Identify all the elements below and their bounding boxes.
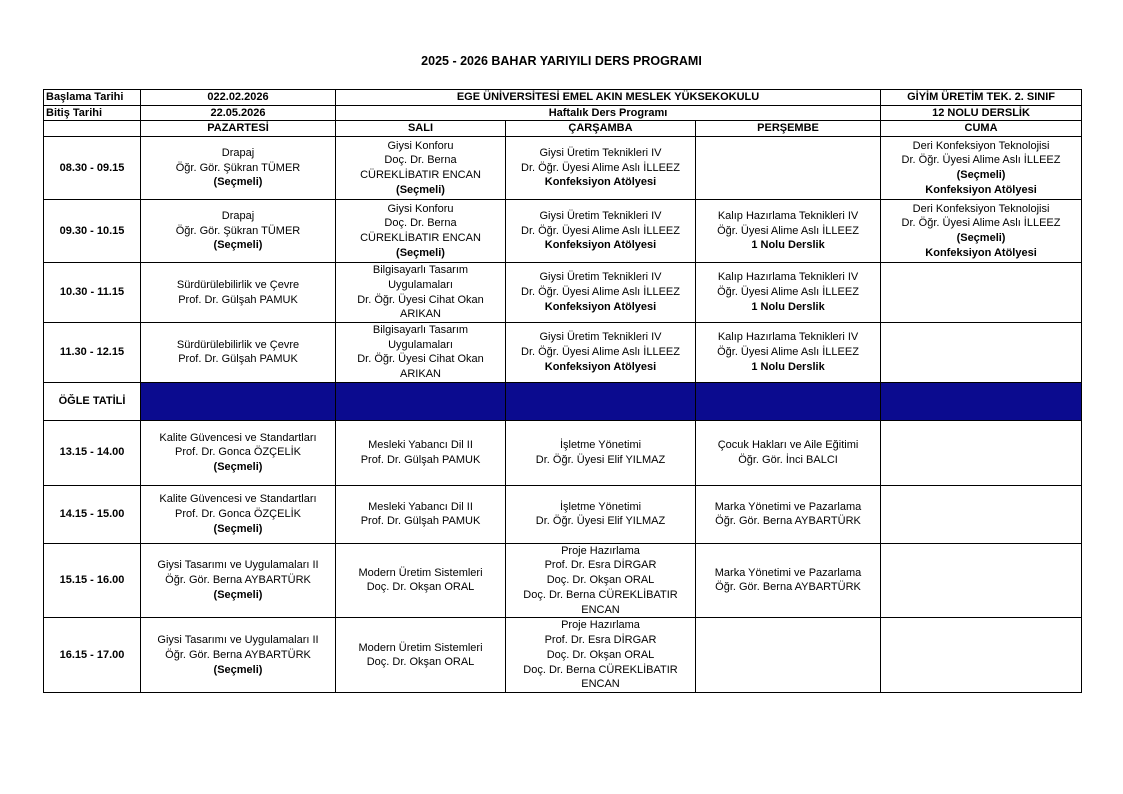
course-cell-thursday bbox=[696, 543, 881, 618]
schedule-row bbox=[44, 322, 1082, 382]
course-cell-friday bbox=[881, 137, 1082, 200]
course-cell-tuesday bbox=[336, 322, 506, 382]
course-line: Dr. Öğr. Üyesi Elif YILMAZ bbox=[535, 453, 666, 466]
course-line: Doç. Dr. Berna bbox=[384, 154, 457, 167]
course-line: Bilgisayarlı Tasarım bbox=[372, 264, 469, 277]
course-line: Giysi Üretim Teknikleri IV bbox=[539, 331, 662, 344]
course-line: 1 Nolu Derslik bbox=[751, 300, 825, 313]
lunch-label: ÖĞLE TATİLİ bbox=[44, 382, 141, 420]
course-line: Drapaj bbox=[221, 210, 255, 223]
course-line: İşletme Yönetimi bbox=[559, 500, 642, 513]
course-line: ARIKAN bbox=[400, 308, 441, 321]
course-line: (Seçmeli) bbox=[213, 663, 263, 676]
course-line: CÜREKLİBATIR ENCAN bbox=[360, 169, 481, 182]
course-line: Öğr. Gör. Şükran TÜMER bbox=[175, 161, 301, 174]
course-line: Kalite Güvencesi ve Standartları bbox=[159, 493, 317, 506]
course-cell-thursday bbox=[696, 485, 881, 543]
course-line: Öğr. Gör. Berna AYBARTÜRK bbox=[715, 581, 861, 594]
course-line: ENCAN bbox=[581, 603, 620, 616]
course-cell-wednesday bbox=[506, 263, 696, 323]
class-name: GİYİM ÜRETİM TEK. 2. SINIF bbox=[881, 90, 1082, 106]
lunch-cell bbox=[141, 382, 336, 420]
course-line: Öğr. Gör. Berna AYBARTÜRK bbox=[715, 515, 861, 528]
time-slot: 15.15 - 16.00 bbox=[44, 543, 141, 618]
course-line: Giysi Konforu bbox=[387, 202, 454, 215]
course-cell-friday bbox=[881, 618, 1082, 693]
course-cell-wednesday bbox=[506, 137, 696, 200]
course-line: Doç. Dr. Okşan ORAL bbox=[546, 648, 655, 661]
course-line: Deri Konfeksiyon Teknolojisi bbox=[912, 202, 1050, 215]
course-line: Uygulamaları bbox=[388, 278, 453, 291]
schedule-row bbox=[44, 137, 1082, 200]
course-line: Doç. Dr. Okşan ORAL bbox=[366, 581, 475, 594]
course-cell-friday bbox=[881, 263, 1082, 323]
course-line: Uygulamaları bbox=[388, 338, 453, 351]
time-slot: 09.30 - 10.15 bbox=[44, 200, 141, 263]
days-row bbox=[44, 121, 1082, 137]
program-type: Haftalık Ders Programı bbox=[336, 105, 881, 121]
course-cell-wednesday bbox=[506, 618, 696, 693]
course-line: (Seçmeli) bbox=[956, 169, 1006, 182]
course-line: Öğr. Üyesi Alime Aslı İLLEEZ bbox=[717, 286, 859, 299]
course-line: ENCAN bbox=[581, 678, 620, 691]
course-line: (Seçmeli) bbox=[956, 232, 1006, 245]
course-line: (Seçmeli) bbox=[213, 588, 263, 601]
course-line: Öğr. Gör. Berna AYBARTÜRK bbox=[165, 574, 311, 587]
course-line: Dr. Öğr. Üyesi Elif YILMAZ bbox=[535, 515, 666, 528]
course-cell-monday bbox=[141, 485, 336, 543]
lunch-row bbox=[44, 382, 1082, 420]
course-cell-tuesday bbox=[336, 200, 506, 263]
time-slot: 16.15 - 17.00 bbox=[44, 618, 141, 693]
course-line: Giysi Tasarımı ve Uygulamaları II bbox=[157, 559, 319, 572]
course-cell-wednesday bbox=[506, 485, 696, 543]
end-date-label: Bitiş Tarihi bbox=[44, 105, 141, 121]
school-name: EGE ÜNİVERSİTESİ EMEL AKIN MESLEK YÜKSEKOKULU bbox=[336, 90, 881, 106]
course-cell-wednesday bbox=[506, 543, 696, 618]
day-header-monday: PAZARTESİ bbox=[141, 121, 336, 137]
course-line: Prof. Dr. Esra DİRGAR bbox=[544, 559, 657, 572]
course-cell-friday bbox=[881, 485, 1082, 543]
day-header-thursday: PERŞEMBE bbox=[696, 121, 881, 137]
course-line: Kalıp Hazırlama Teknikleri IV bbox=[717, 210, 859, 223]
day-header-wednesday: ÇARŞAMBA bbox=[506, 121, 696, 137]
course-line: Proje Hazırlama bbox=[561, 619, 640, 632]
time-slot: 14.15 - 15.00 bbox=[44, 485, 141, 543]
course-cell-tuesday bbox=[336, 543, 506, 618]
course-cell-monday bbox=[141, 543, 336, 618]
course-line: Prof. Dr. Gülşah PAMUK bbox=[360, 515, 481, 528]
schedule-row bbox=[44, 200, 1082, 263]
header-row-end bbox=[44, 105, 1082, 121]
day-header-friday: CUMA bbox=[881, 121, 1082, 137]
course-line: Prof. Dr. Gonca ÖZÇELİK bbox=[175, 507, 301, 520]
course-cell-tuesday bbox=[336, 485, 506, 543]
course-line: Dr. Öğr. Üyesi Alime Aslı İLLEEZ bbox=[901, 154, 1061, 167]
course-cell-friday bbox=[881, 543, 1082, 618]
lunch-cell bbox=[881, 382, 1082, 420]
course-line: Dr. Öğr. Üyesi Alime Aslı İLLEEZ bbox=[901, 217, 1061, 230]
course-line: Prof. Dr. Gülşah PAMUK bbox=[178, 353, 298, 366]
course-line: CÜREKLİBATIR ENCAN bbox=[360, 232, 481, 245]
course-line: Konfeksiyon Atölyesi bbox=[925, 183, 1037, 196]
course-line: Giysi Konforu bbox=[387, 139, 454, 152]
course-cell-tuesday bbox=[336, 263, 506, 323]
lunch-cell bbox=[336, 382, 506, 420]
end-date-value: 22.05.2026 bbox=[141, 105, 336, 121]
course-line: Marka Yönetimi ve Pazarlama bbox=[714, 500, 862, 513]
course-cell-monday bbox=[141, 618, 336, 693]
course-cell-thursday bbox=[696, 322, 881, 382]
course-line: Doç. Dr. Berna CÜREKLİBATIR bbox=[523, 588, 678, 601]
course-line: Mesleki Yabancı Dil II bbox=[368, 439, 473, 452]
course-cell-thursday bbox=[696, 137, 881, 200]
course-line: Dr. Öğr. Üyesi Cihat Okan bbox=[357, 353, 484, 366]
course-line: (Seçmeli) bbox=[213, 176, 263, 189]
schedule-row bbox=[44, 543, 1082, 618]
course-line: Deri Konfeksiyon Teknolojisi bbox=[912, 139, 1050, 152]
course-line: Kalıp Hazırlama Teknikleri IV bbox=[717, 331, 859, 344]
course-line: Konfeksiyon Atölyesi bbox=[544, 239, 657, 252]
course-line: Giysi Üretim Teknikleri IV bbox=[539, 271, 662, 284]
course-line: Dr. Öğr. Üyesi Alime Aslı İLLEEZ bbox=[521, 286, 680, 299]
course-line: Drapaj bbox=[221, 147, 255, 160]
course-line: Doç. Dr. Okşan ORAL bbox=[546, 574, 655, 587]
course-line: Sürdürülebilirlik ve Çevre bbox=[176, 278, 300, 291]
course-line: Öğr. Gör. Şükran TÜMER bbox=[175, 224, 301, 237]
course-line: Prof. Dr. Gülşah PAMUK bbox=[360, 453, 481, 466]
course-line: Mesleki Yabancı Dil II bbox=[368, 500, 473, 513]
course-cell-monday bbox=[141, 200, 336, 263]
room-name: 12 NOLU DERSLİK bbox=[881, 105, 1082, 121]
time-slot: 13.15 - 14.00 bbox=[44, 420, 141, 485]
start-date-value: 022.02.2026 bbox=[141, 90, 336, 106]
course-cell-thursday bbox=[696, 420, 881, 485]
course-line: (Seçmeli) bbox=[213, 461, 263, 474]
course-line: 1 Nolu Derslik bbox=[751, 360, 825, 373]
course-line: Dr. Öğr. Üyesi Alime Aslı İLLEEZ bbox=[521, 224, 680, 237]
schedule-row bbox=[44, 485, 1082, 543]
course-cell-monday bbox=[141, 263, 336, 323]
time-slot: 11.30 - 12.15 bbox=[44, 322, 141, 382]
course-line: ARIKAN bbox=[400, 368, 441, 381]
page-title: 2025 - 2026 BAHAR YARIYILI DERS PROGRAMI bbox=[421, 54, 702, 68]
course-cell-monday bbox=[141, 137, 336, 200]
course-line: Modern Üretim Sistemleri bbox=[358, 566, 483, 579]
course-cell-thursday bbox=[696, 618, 881, 693]
course-cell-tuesday bbox=[336, 618, 506, 693]
course-cell-thursday bbox=[696, 263, 881, 323]
course-line: (Seçmeli) bbox=[396, 183, 445, 196]
time-slot: 08.30 - 09.15 bbox=[44, 137, 141, 200]
course-line: İşletme Yönetimi bbox=[559, 439, 642, 452]
course-cell-wednesday bbox=[506, 200, 696, 263]
course-line: Doç. Dr. Okşan ORAL bbox=[366, 656, 475, 669]
course-cell-tuesday bbox=[336, 420, 506, 485]
course-cell-wednesday bbox=[506, 420, 696, 485]
course-line: 1 Nolu Derslik bbox=[751, 239, 825, 252]
course-line: Öğr. Üyesi Alime Aslı İLLEEZ bbox=[717, 345, 859, 358]
course-line: Sürdürülebilirlik ve Çevre bbox=[176, 338, 300, 351]
course-line: Öğr. Gör. Berna AYBARTÜRK bbox=[165, 648, 311, 661]
course-line: (Seçmeli) bbox=[213, 239, 263, 252]
course-line: Konfeksiyon Atölyesi bbox=[544, 300, 657, 313]
course-line: Dr. Öğr. Üyesi Cihat Okan bbox=[357, 293, 484, 306]
course-cell-friday bbox=[881, 200, 1082, 263]
course-cell-friday bbox=[881, 322, 1082, 382]
course-line: Prof. Dr. Gonca ÖZÇELİK bbox=[175, 446, 301, 459]
course-line: Kalıp Hazırlama Teknikleri IV bbox=[717, 271, 859, 284]
course-line: Marka Yönetimi ve Pazarlama bbox=[714, 566, 862, 579]
course-line: Modern Üretim Sistemleri bbox=[358, 641, 483, 654]
course-line: Dr. Öğr. Üyesi Alime Aslı İLLEEZ bbox=[521, 345, 680, 358]
course-line: Öğr. Gör. İnci BALCI bbox=[738, 453, 838, 466]
course-cell-friday bbox=[881, 420, 1082, 485]
schedule-row bbox=[44, 618, 1082, 693]
lunch-cell bbox=[696, 382, 881, 420]
header-row-start bbox=[44, 90, 1082, 106]
course-line: Giysi Üretim Teknikleri IV bbox=[539, 210, 662, 223]
time-slot: 10.30 - 11.15 bbox=[44, 263, 141, 323]
corner-cell bbox=[44, 121, 141, 137]
course-line: Giysi Üretim Teknikleri IV bbox=[539, 147, 662, 160]
course-line: (Seçmeli) bbox=[396, 246, 445, 259]
course-line: Çocuk Hakları ve Aile Eğitimi bbox=[717, 439, 859, 452]
course-cell-monday bbox=[141, 322, 336, 382]
start-date-label: Başlama Tarihi bbox=[44, 90, 141, 106]
course-cell-thursday bbox=[696, 200, 881, 263]
course-line: Proje Hazırlama bbox=[561, 544, 640, 557]
lunch-cell bbox=[506, 382, 696, 420]
course-line: Prof. Dr. Esra DİRGAR bbox=[544, 634, 657, 647]
schedule-row bbox=[44, 420, 1082, 485]
schedule-table bbox=[43, 89, 1082, 693]
course-line: Doç. Dr. Berna CÜREKLİBATIR bbox=[523, 663, 678, 676]
schedule-row bbox=[44, 263, 1082, 323]
course-cell-wednesday bbox=[506, 322, 696, 382]
course-line: Öğr. Üyesi Alime Aslı İLLEEZ bbox=[717, 224, 859, 237]
course-line: (Seçmeli) bbox=[213, 522, 263, 535]
course-line: Doç. Dr. Berna bbox=[384, 217, 457, 230]
course-line: Dr. Öğr. Üyesi Alime Aslı İLLEEZ bbox=[521, 161, 680, 174]
course-line: Giysi Tasarımı ve Uygulamaları II bbox=[157, 634, 319, 647]
course-line: Bilgisayarlı Tasarım bbox=[372, 323, 469, 336]
course-line: Kalite Güvencesi ve Standartları bbox=[159, 431, 317, 444]
course-line: Prof. Dr. Gülşah PAMUK bbox=[178, 293, 298, 306]
day-header-tuesday: SALI bbox=[336, 121, 506, 137]
course-line: Konfeksiyon Atölyesi bbox=[925, 246, 1037, 259]
course-cell-monday bbox=[141, 420, 336, 485]
course-cell-tuesday bbox=[336, 137, 506, 200]
course-line: Konfeksiyon Atölyesi bbox=[544, 360, 657, 373]
course-line: Konfeksiyon Atölyesi bbox=[544, 176, 657, 189]
